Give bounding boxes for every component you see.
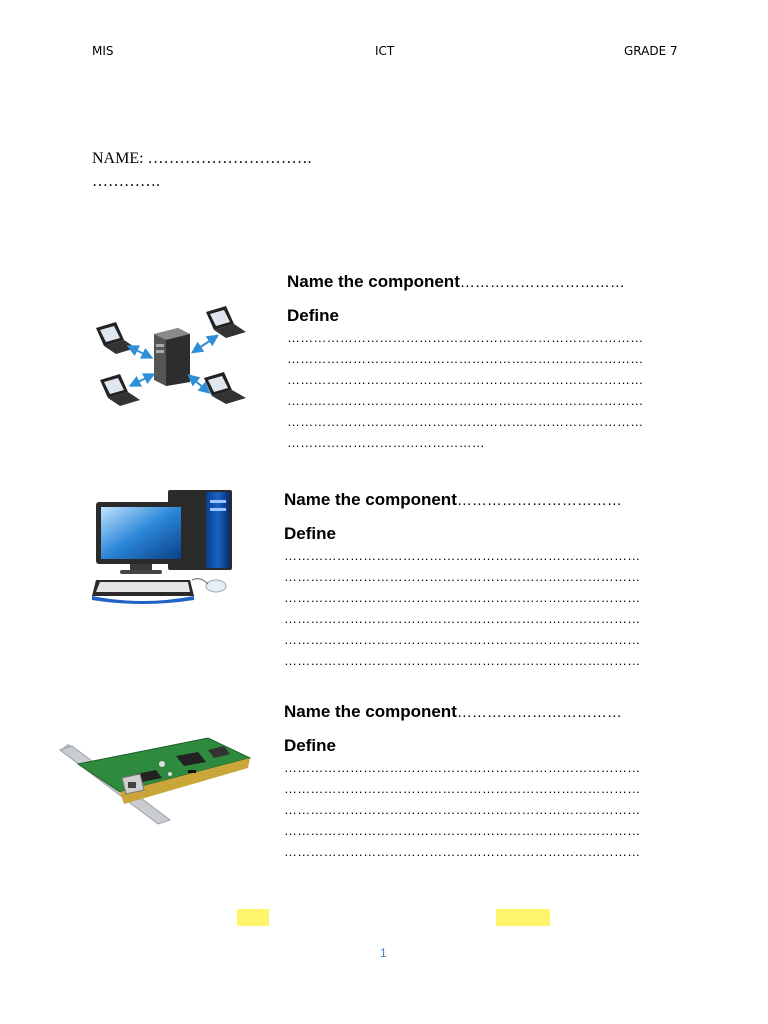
definition-blank-line[interactable]: ……………………………………… — [287, 435, 485, 450]
define-label: Define — [287, 306, 339, 325]
header-left: MIS — [92, 44, 114, 58]
definition-blank-line[interactable]: ……………………………………………………………………… — [287, 351, 644, 366]
network-server-laptops-icon — [92, 300, 254, 410]
desktop-computer-icon — [90, 488, 240, 606]
definition-blank-line[interactable]: ……………………………………………………………………… — [287, 414, 644, 429]
definition-blank-line[interactable]: ……………………………………………………………………… — [284, 653, 641, 668]
highlight-mark — [496, 909, 550, 926]
component-section-1 — [287, 270, 739, 453]
title-answer-blank[interactable]: …………………………… — [459, 274, 625, 291]
definition-blank-line[interactable]: ……………………………………………………………………… — [284, 760, 641, 775]
definition-blank-line[interactable]: ……………………………………………………………………… — [284, 823, 641, 838]
definition-blank-line[interactable]: ……………………………………………………………………… — [284, 802, 641, 817]
name-field: NAME: …………………………. — [92, 150, 312, 167]
definition-blank-line[interactable]: ……………………………………………………………………… — [287, 393, 644, 408]
header-right: GRADE 7 — [624, 44, 678, 58]
definition-blank-line[interactable]: ……………………………………………………………………… — [287, 372, 644, 387]
definition-blank-line[interactable]: ……………………………………………………………………… — [284, 781, 641, 796]
page-number: 1 — [380, 946, 387, 960]
definition-blank-line[interactable]: ……………………………………………………………………… — [284, 844, 641, 859]
section-title: Name the component…………………………… — [284, 490, 622, 509]
section-title: Name the component…………………………… — [284, 702, 622, 721]
title-answer-blank[interactable]: …………………………… — [456, 704, 622, 721]
definition-blank-line[interactable]: ……………………………………………………………………… — [284, 611, 641, 626]
definition-blank-line[interactable]: ……………………………………………………………………… — [284, 569, 641, 584]
definition-blank-line[interactable]: ……………………………………………………………………… — [284, 548, 641, 563]
definition-blank-line[interactable]: ……………………………………………………………………… — [284, 590, 641, 605]
definition-blank-line[interactable]: ……………………………………………………………………… — [284, 632, 641, 647]
header-center: ICT — [375, 44, 395, 58]
component-section-3 — [284, 700, 736, 862]
section-title: Name the component…………………………… — [287, 272, 625, 291]
define-label: Define — [284, 524, 336, 543]
define-label: Define — [284, 736, 336, 755]
title-answer-blank[interactable]: …………………………… — [456, 492, 622, 509]
name-field-continuation: …………. — [92, 173, 160, 190]
definition-blank-line[interactable]: ……………………………………………………………………… — [287, 330, 644, 345]
network-interface-card-icon — [58, 734, 254, 826]
highlight-mark — [237, 909, 269, 926]
component-section-2 — [284, 488, 736, 671]
